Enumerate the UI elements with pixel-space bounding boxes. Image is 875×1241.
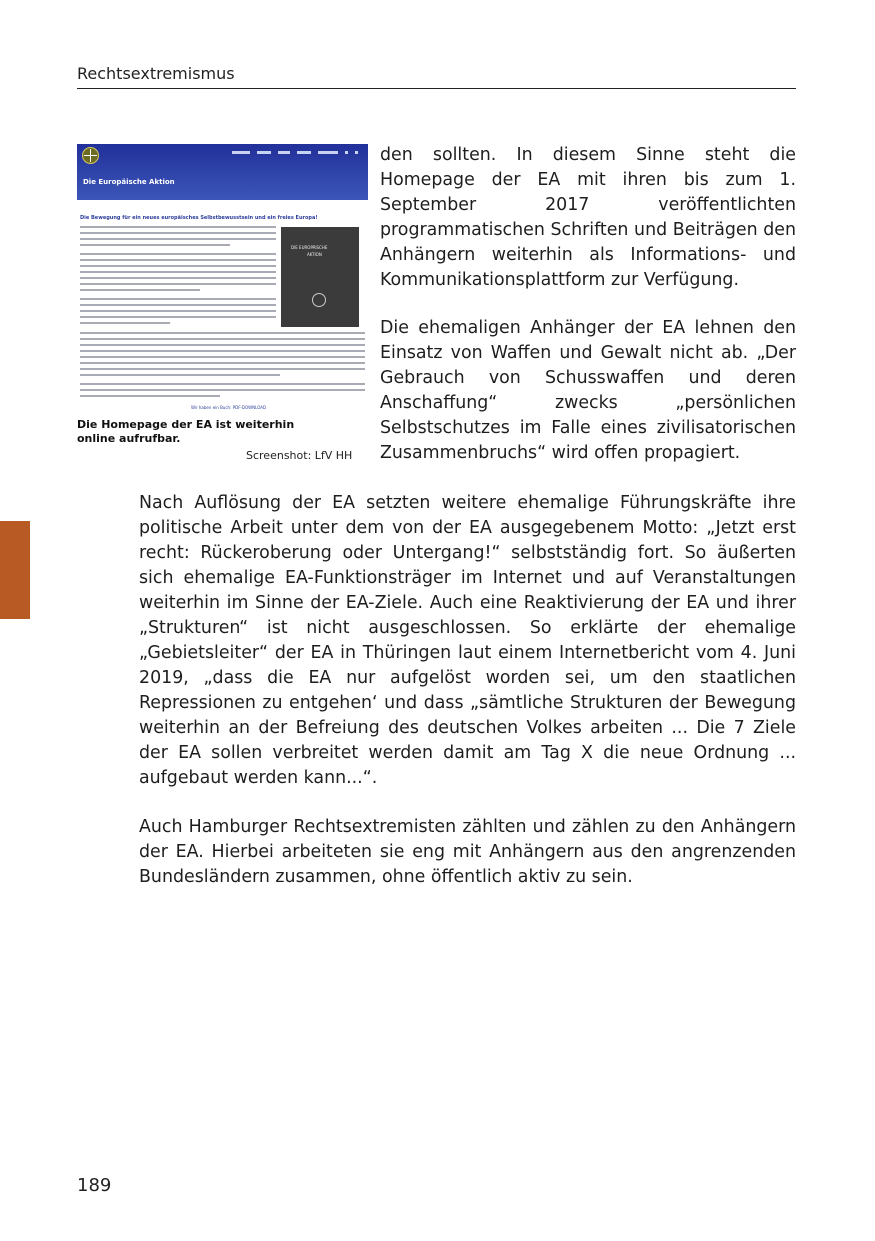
cross-logo-icon <box>82 147 99 164</box>
book-cover-image <box>281 227 359 327</box>
paragraph-1: den sollten. In diesem Sinne steht die Homepage der EA mit ihren bis zum 1. September 2017 veröffentlichten programmatischen Schriften und Beiträgen den Anhängern weiterhin als Informations- und Kommunikationsplattform zur Verfügung. <box>380 145 796 290</box>
header-divider <box>77 88 796 89</box>
paragraph-4: Auch Hamburger Rechtsextremisten zählten und zählen zu den Anhängern der EA. Hierbei arbeiteten sie eng mit Anhängern aus den angrenzenden Bundesländern zusammen, ohne öffentlich aktiv zu sein. <box>139 817 796 887</box>
paragraph-2: Die ehemaligen Anhänger der EA lehnen den Einsatz von Waffen und Gewalt nicht ab. „Der Gebrauch von Schusswaffen und deren Anschaffung“ zwecks „persönlichen Selbstschutzes im Falle eines zivilisatorischen Zusammenbruchs“ wird offen propagiert. <box>380 318 796 463</box>
book-title-line-1: DIE EUROPÄISCHE <box>291 245 328 250</box>
website-screenshot <box>77 144 368 414</box>
image-credit: Screenshot: LfV HH <box>246 449 353 462</box>
site-header-bar <box>77 144 368 200</box>
chapter-color-tab <box>0 521 30 619</box>
figure-caption: Die Homepage der EA ist weiterhin online aufrufbar. <box>77 418 295 445</box>
running-header: Rechtsextremismus <box>77 64 235 83</box>
download-link: Wir haben ein Buch: PDF-DOWNLOAD <box>191 405 267 410</box>
site-name: Die Europäische Aktion <box>83 178 175 186</box>
site-heading: Die Bewegung für ein neues europäisches Selbstbewusstsein und ein freies Europa! <box>80 215 318 221</box>
page-number: 189 <box>77 1175 112 1196</box>
book-emblem-icon <box>312 293 326 307</box>
book-title-line-2: AKTION <box>307 252 322 257</box>
site-nav <box>232 151 358 154</box>
paragraph-3: Nach Auflösung der EA setzten weitere ehemalige Führungskräfte ihre politische Arbeit unter dem von der EA ausgegebenem Motto: „Jetzt erst recht: Rückeroberung oder Untergang!“ selbstständig fort. So äußerten sich ehemalige EA-Funktionsträger im Internet und auf Veranstaltungen weiterhin im Sinne der EA-Ziele. Auch eine Reaktivierung der EA und ihrer „Strukturen“ ist nicht ausgeschlossen. So erklärte der ehemalige „Gebietsleiter“ der EA in Thüringen laut einem Internetbericht vom 4. Juni 2019, „dass die EA nur aufgelöst worden sei, um den staatlichen Repressionen zu entgehen‘ und dass „sämtliche Strukturen der Bewegung weiterhin an der Befreiung des deutschen Volkes arbeiten ... Die 7 Ziele der EA sollen verbreitet werden damit am Tag X die neue Ordnung ... aufgebaut werden kann...“. <box>139 493 796 788</box>
